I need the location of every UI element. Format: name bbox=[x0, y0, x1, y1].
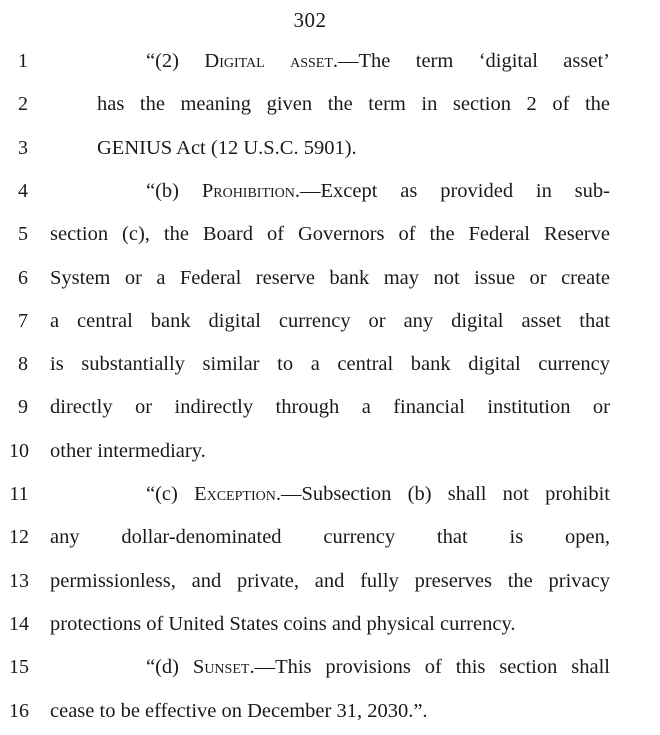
text-line bbox=[0, 83, 660, 126]
page-number: 302 bbox=[293, 8, 327, 32]
text-run: is substantially similar to a central bank digital currency bbox=[50, 353, 610, 376]
text-run: “(c) bbox=[146, 483, 195, 505]
line-text bbox=[50, 430, 610, 473]
text-run: has the meaning given the term in section 2 of the bbox=[97, 93, 610, 116]
line-number: 7 bbox=[18, 309, 28, 332]
text-line bbox=[0, 386, 660, 429]
text-run: .—Subsection (b) shall not prohibit bbox=[275, 483, 611, 505]
line-text bbox=[97, 83, 610, 126]
line-text bbox=[97, 127, 610, 170]
text-run: “(b) bbox=[146, 179, 202, 202]
line-text bbox=[50, 516, 610, 559]
line-text bbox=[146, 40, 610, 83]
section-heading: Sunset bbox=[192, 656, 250, 679]
text-run: protections of United States coins and physical currency. bbox=[50, 612, 516, 635]
text-line bbox=[0, 213, 660, 256]
text-run: System or a Federal reserve bank may not issue or create bbox=[50, 266, 610, 289]
text-run: directly or indirectly through a financial institution or bbox=[50, 396, 610, 419]
text-line bbox=[0, 603, 660, 646]
text-run: .—This provisions of this section shall bbox=[249, 656, 610, 679]
text-line bbox=[0, 473, 660, 516]
line-number: 11 bbox=[9, 483, 29, 505]
line-number: 16 bbox=[9, 699, 29, 722]
text-run: other intermediary. bbox=[50, 439, 206, 462]
text-line bbox=[0, 257, 660, 300]
text-line bbox=[0, 560, 660, 603]
line-number: 14 bbox=[9, 612, 29, 635]
text-line bbox=[0, 690, 660, 733]
text-run: GENIUS Act (12 U.S.C. 5901). bbox=[97, 136, 357, 159]
line-number: 3 bbox=[18, 136, 28, 159]
line-text bbox=[50, 690, 610, 733]
section-heading: Exception bbox=[194, 483, 276, 505]
line-number: 1 bbox=[18, 50, 28, 72]
line-number: 12 bbox=[9, 526, 29, 549]
text-line bbox=[0, 516, 660, 559]
line-number: 15 bbox=[9, 656, 29, 679]
text-run: permissionless, and private, and fully preserves the privacy bbox=[50, 569, 610, 592]
text-run: “(2) bbox=[146, 50, 205, 72]
line-text bbox=[146, 170, 610, 213]
line-number: 5 bbox=[18, 223, 28, 246]
text-run: section (c), the Board of Governors of the Federal Reserve bbox=[50, 223, 610, 246]
line-text bbox=[50, 343, 610, 386]
text-line bbox=[0, 40, 660, 83]
line-number: 2 bbox=[18, 93, 28, 116]
text-line bbox=[0, 646, 660, 689]
text-run: .—Except as provided in sub- bbox=[294, 179, 610, 202]
text-run: any dollar-denominated currency that is open, bbox=[50, 526, 610, 549]
line-number: 4 bbox=[18, 179, 28, 202]
line-number: 6 bbox=[18, 266, 28, 289]
line-number: 13 bbox=[9, 569, 29, 592]
line-text bbox=[50, 560, 610, 603]
section-heading: Prohibition bbox=[201, 179, 295, 202]
line-text bbox=[50, 300, 610, 343]
text-run: .—The term ‘digital asset’ bbox=[332, 50, 610, 72]
line-text bbox=[50, 386, 610, 429]
line-text bbox=[146, 473, 610, 516]
line-text bbox=[50, 213, 610, 256]
section-heading: Digital asset bbox=[204, 50, 333, 72]
line-number: 10 bbox=[9, 439, 29, 462]
text-line bbox=[0, 300, 660, 343]
line-text bbox=[50, 603, 610, 646]
text-run: cease to be effective on December 31, 2030.”. bbox=[50, 699, 428, 722]
text-run: a central bank digital currency or any digital asset that bbox=[50, 309, 610, 332]
line-text bbox=[50, 257, 610, 300]
line-number: 9 bbox=[18, 396, 28, 419]
text-run: “(d) bbox=[146, 656, 193, 679]
text-line bbox=[0, 127, 660, 170]
line-text bbox=[146, 646, 610, 689]
text-line bbox=[0, 343, 660, 386]
text-line bbox=[0, 170, 660, 213]
line-number: 8 bbox=[18, 353, 28, 376]
text-line bbox=[0, 430, 660, 473]
